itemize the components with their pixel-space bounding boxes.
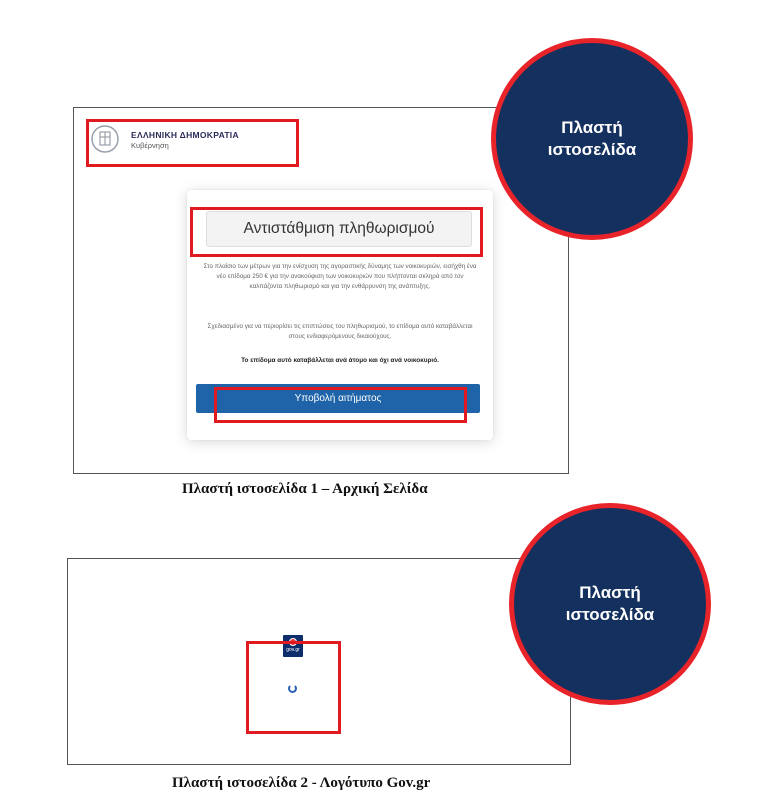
org-subtitle: Κυβέρνηση <box>131 141 169 150</box>
badge-2-line-1: Πλαστή <box>579 583 641 602</box>
annotation-box-gov-logo <box>246 641 341 734</box>
caption-screenshot-2: Πλαστή ιστοσελίδα 2 - Λογότυπο Gov.gr <box>172 775 431 791</box>
annotation-box-header <box>86 119 299 167</box>
fake-site-badge-1 <box>491 38 693 240</box>
fake-site-badge-2 <box>509 503 711 705</box>
badge-1-line-2: ιστοσελίδα <box>547 140 637 159</box>
card-paragraph-intro: Στο πλαίσιο των μέτρων για την ενίσχυση της αγοραστικής δύναμης των νοικοκυριών, εισήχθη ένα νέο επίδομα 250 € για την ανακούφιση των νοικοκυριών που πλήττονται σκληρά από τον καλπάζοντα πληθωρισμό και για την ενθάρρυνση της ανάπτυξης. <box>203 263 477 290</box>
gov-logo-text: gov.gr <box>286 647 300 653</box>
annotation-box-button <box>214 387 467 423</box>
badge-2-line-2: ιστοσελίδα <box>565 605 655 624</box>
org-name: ΕΛΛΗΝΙΚΗ ΔΗΜΟΚΡΑΤΙΑ <box>131 130 239 140</box>
caption-screenshot-1: Πλαστή ιστοσελίδα 1 – Αρχική Σελίδα <box>182 481 428 497</box>
annotation-box-title <box>190 207 483 257</box>
badge-1-line-1: Πλαστή <box>561 118 623 137</box>
card-paragraph-note: Το επίδομα αυτό καταβάλλεται ανά άτομο και όχι ανά νοικοκυριό. <box>241 357 439 364</box>
card-paragraph-purpose: Σχεδιασμένο για να περιορίσει τις επιπτώσεις του πληθωρισμού, το επίδομα αυτό καταβάλλεται στους ενδιαφερόμενους δικαιούχους. <box>207 323 473 340</box>
card-title: Αντιστάθμιση πληθωρισμού <box>206 211 472 247</box>
submit-request-button[interactable]: Υποβολή αιτήματος <box>196 384 480 413</box>
